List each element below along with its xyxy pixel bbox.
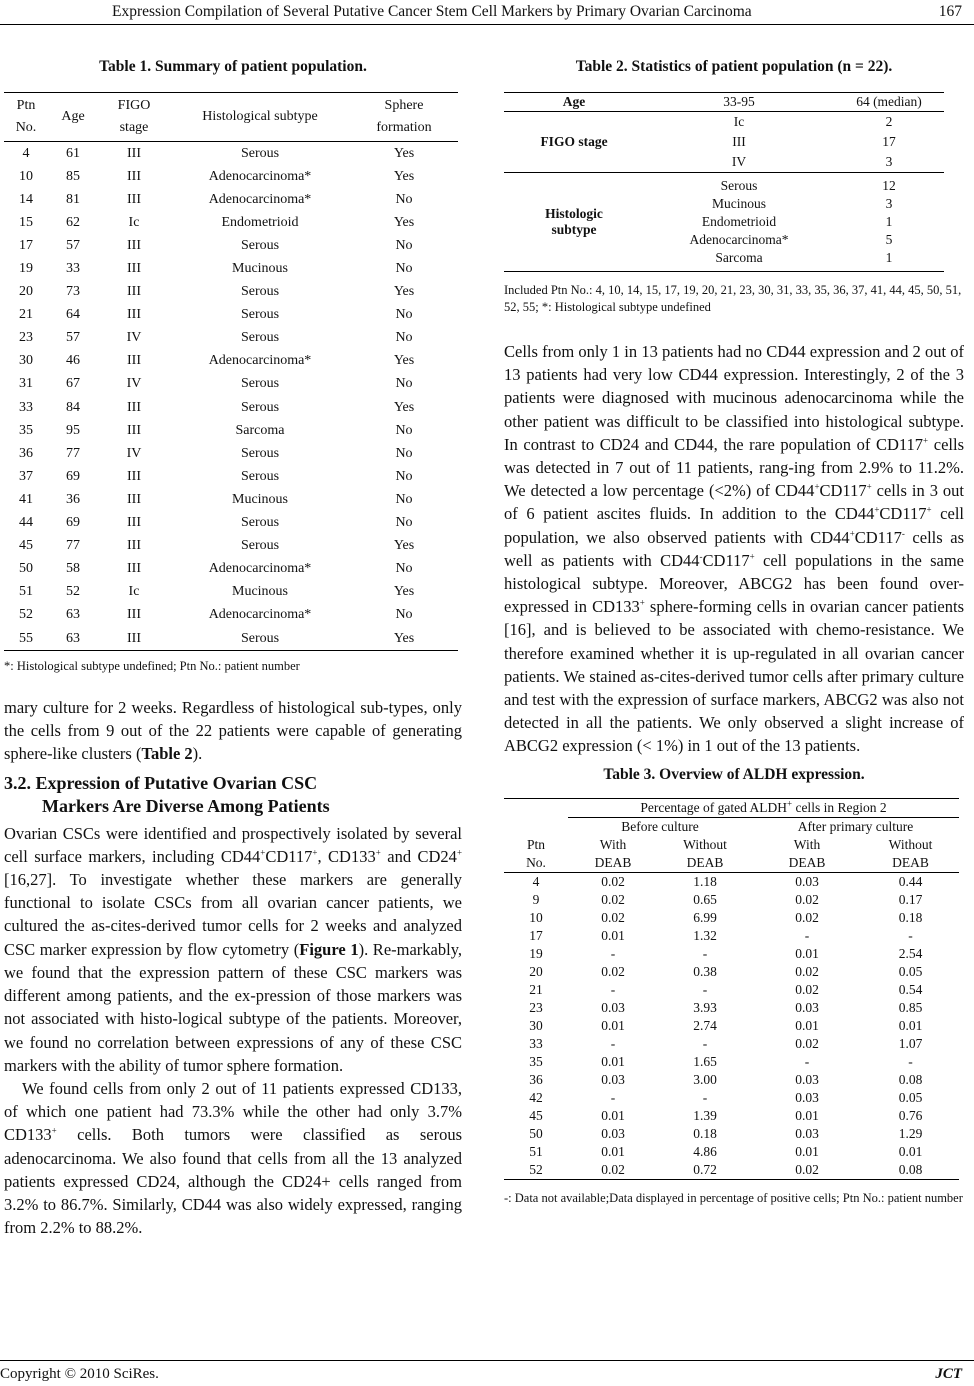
right-body-text bbox=[504, 340, 964, 758]
table1-cell: 67 bbox=[66, 376, 80, 392]
table3-row bbox=[504, 1053, 959, 1071]
table1-cell: Serous bbox=[240, 284, 280, 300]
table3-body bbox=[504, 872, 959, 1179]
table1-cell: 36 bbox=[19, 445, 33, 461]
table1-header-row bbox=[4, 93, 458, 142]
table1-row bbox=[4, 327, 458, 350]
table1-cell: No bbox=[395, 468, 413, 484]
table2-item: Adenocarcinoma* bbox=[689, 232, 789, 247]
table3-cell: 0.18 bbox=[693, 1125, 717, 1141]
table3-cell: 0.03 bbox=[795, 873, 819, 889]
table1-row bbox=[4, 281, 458, 304]
table3-row bbox=[504, 1017, 959, 1035]
table1-cell: 77 bbox=[66, 538, 80, 554]
table2-item: 12 bbox=[882, 178, 896, 193]
table3-cell: 1.07 bbox=[898, 1035, 923, 1051]
table1-cell: Serous bbox=[240, 468, 280, 484]
table1-cell: No bbox=[395, 515, 413, 531]
table3-cell: 30 bbox=[529, 1017, 543, 1033]
table3-cell: 0.01 bbox=[601, 1053, 625, 1069]
table1-cell: III bbox=[98, 627, 170, 651]
table3-cell: 1.18 bbox=[693, 873, 717, 889]
table2-histo-row: Histologic subtype Serous Mucinous Endometrioid Adenocarcinoma* Sarcoma 12 3 1 5 1 bbox=[504, 173, 944, 272]
table3-cell: 0.65 bbox=[693, 891, 717, 907]
table3-row bbox=[504, 1071, 959, 1089]
table3-cell: - bbox=[610, 1089, 616, 1105]
table1-cell: No bbox=[395, 261, 413, 277]
table1-cell: III bbox=[127, 422, 141, 438]
table2-item: III bbox=[732, 134, 746, 149]
table1-cell: Ic bbox=[128, 214, 140, 230]
table1-cell: 62 bbox=[66, 214, 80, 230]
header-rule bbox=[0, 24, 974, 25]
left-paragraph-3: We found cells from only 2 out of 11 patients expressed CD133, of which one patient had 73.3% while the other had only 3.7% CD133+ cells. Both tumors were classified as serous adenocarcinoma. We also found that cells from all the 13 analyzed patients expressed CD24, although the CD24+ cells ranged from 3.2% to 86.7%. Similarly, CD44 was also widely expressed, ranging from 2.2% to 88.2%. bbox=[4, 1078, 462, 1238]
table1-row bbox=[4, 419, 458, 442]
table1-cell: Serous bbox=[240, 445, 280, 461]
table3-cell: 0.03 bbox=[601, 1071, 625, 1087]
table3-cell: 4.86 bbox=[693, 1143, 717, 1159]
table3-cell: 0.17 bbox=[898, 891, 923, 907]
table3-cell: 51 bbox=[529, 1143, 543, 1159]
table3-cell: 0.02 bbox=[601, 873, 625, 889]
figure1-reference: Figure 1 bbox=[299, 939, 359, 959]
table3-row bbox=[504, 999, 959, 1017]
journal-abbrev: JCT bbox=[935, 1366, 962, 1382]
table1-cell: 57 bbox=[66, 237, 80, 253]
table3-cell: 35 bbox=[529, 1053, 543, 1069]
section-heading bbox=[4, 772, 462, 818]
table3-cell: - bbox=[610, 1035, 616, 1051]
table1-row bbox=[4, 604, 458, 627]
table1-cell: Adenocarcinoma* bbox=[208, 191, 312, 207]
table1-cell: Yes bbox=[393, 399, 415, 415]
table2-item: 3 bbox=[885, 196, 893, 211]
running-title: Expression Compilation of Several Putative Cancer Stem Cell Markers by Primary Ovarian Carcinoma bbox=[112, 3, 752, 20]
table1-cell: 50 bbox=[19, 561, 33, 577]
table2-reference: Table 2 bbox=[141, 744, 193, 764]
table1-cell: IV bbox=[126, 376, 142, 392]
table1-cell: No bbox=[395, 191, 413, 207]
table1-header-ptn: Ptn No. bbox=[4, 93, 48, 142]
table1-cell: Serous bbox=[170, 627, 350, 651]
table3-after-header: After primary culture bbox=[797, 818, 914, 834]
table1-cell: Yes bbox=[393, 214, 415, 230]
table1-cell: 84 bbox=[66, 399, 80, 415]
table1-row bbox=[4, 165, 458, 188]
table3-cell: 0.02 bbox=[795, 963, 819, 979]
table3-cell: - bbox=[610, 945, 616, 961]
table1-cell: Sarcoma bbox=[235, 422, 285, 438]
table3-cell: 0.03 bbox=[795, 1071, 819, 1087]
table3-row bbox=[504, 909, 959, 927]
table3-cell: 0.38 bbox=[693, 963, 717, 979]
table1-cell: 51 bbox=[19, 584, 33, 600]
table1-cell: III bbox=[127, 284, 141, 300]
page-footer bbox=[0, 1360, 974, 1384]
table2-age-row: Age 33-95 64 (median) bbox=[504, 93, 944, 112]
table1-cell: III bbox=[127, 237, 141, 253]
table1-cell: III bbox=[127, 561, 141, 577]
page-number: 167 bbox=[938, 3, 962, 20]
table3-cell: 0.44 bbox=[898, 873, 923, 889]
table1-cell: Serous bbox=[240, 237, 280, 253]
table1-cell: 4 bbox=[22, 145, 30, 161]
table3-cell: 0.05 bbox=[898, 963, 923, 979]
table3-cell: 0.08 bbox=[898, 1161, 923, 1177]
table1-cell: 35 bbox=[19, 422, 33, 438]
table1-cell: 69 bbox=[66, 468, 80, 484]
table2 bbox=[504, 92, 944, 272]
table3-cell: - bbox=[702, 1035, 708, 1051]
table1-cell: 44 bbox=[19, 515, 33, 531]
table1-cell: 81 bbox=[66, 191, 80, 207]
table1-cell: 69 bbox=[66, 515, 80, 531]
table1-cell: III bbox=[127, 399, 141, 415]
table1-cell: No bbox=[395, 376, 413, 392]
table2-item: 2 bbox=[885, 114, 893, 129]
table1-row bbox=[4, 142, 458, 166]
table3-cell: 0.03 bbox=[601, 999, 625, 1015]
table1-cell: 45 bbox=[19, 538, 33, 554]
table1-cell: No bbox=[395, 607, 413, 623]
table3-cell: 0.03 bbox=[795, 1125, 819, 1141]
table1-cell: III bbox=[127, 491, 141, 507]
table1-cell: 63 bbox=[48, 627, 98, 651]
table1-cell: 41 bbox=[19, 491, 33, 507]
table3-cell: 0.02 bbox=[601, 909, 625, 925]
table2-item: 3 bbox=[885, 154, 893, 169]
table3-row bbox=[504, 1143, 959, 1161]
table3-cell: 0.01 bbox=[601, 927, 625, 943]
table1-row bbox=[4, 581, 458, 604]
table2-item: 17 bbox=[882, 134, 896, 149]
table2-caption: Table 2. Statistics of patient population (n = 22). bbox=[575, 58, 893, 75]
table1-row bbox=[4, 442, 458, 465]
table3-note: -: Data not available;Data displayed in percentage of positive cells; Ptn No.: patient number bbox=[504, 1190, 963, 1205]
table3-cell: - bbox=[702, 1089, 708, 1105]
table1-cell: Yes bbox=[393, 353, 415, 369]
table1-cell: Yes bbox=[393, 168, 415, 184]
table3-row bbox=[504, 1035, 959, 1053]
table3-cell: 0.05 bbox=[898, 1089, 923, 1105]
table1-row bbox=[4, 373, 458, 396]
table2-item: Sarcoma bbox=[715, 250, 763, 265]
table3-cell: - bbox=[908, 927, 913, 943]
table3-cell: 2.54 bbox=[898, 945, 923, 961]
table1-cell: 17 bbox=[19, 237, 33, 253]
table1-cell: Mucinous bbox=[232, 491, 288, 507]
left-body-text bbox=[4, 696, 462, 1239]
table3-cell: 0.01 bbox=[898, 1143, 923, 1159]
table3-cell: 0.08 bbox=[898, 1071, 923, 1087]
table1-cell: 31 bbox=[19, 376, 33, 392]
table2-item: Mucinous bbox=[712, 196, 766, 211]
table1-cell: Yes bbox=[350, 627, 458, 651]
table2-item: 1 bbox=[885, 214, 893, 229]
table3-cell: 42 bbox=[529, 1089, 543, 1105]
table3-cell: 0.01 bbox=[601, 1107, 625, 1123]
table3-cell: 21 bbox=[529, 981, 543, 997]
table3-cell: 1.29 bbox=[898, 1125, 923, 1141]
table3-cell: 45 bbox=[529, 1107, 543, 1123]
table1-cell: 33 bbox=[66, 261, 80, 277]
table1-cell: Yes bbox=[393, 145, 415, 161]
table3-cell: 0.02 bbox=[795, 981, 819, 997]
section-heading-line2: Markers Are Diverse Among Patients bbox=[42, 795, 330, 816]
left-column bbox=[4, 58, 462, 1239]
table1-row bbox=[4, 535, 458, 558]
table1-cell: 61 bbox=[66, 145, 80, 161]
table3-row bbox=[504, 981, 959, 999]
table3-cell: 0.01 bbox=[795, 1107, 819, 1123]
table3-cell: 4 bbox=[532, 873, 540, 889]
table1-cell: No bbox=[395, 237, 413, 253]
table3-cell: 6.99 bbox=[693, 909, 717, 925]
table3-cell: 0.01 bbox=[601, 1143, 625, 1159]
table1-row bbox=[4, 257, 458, 280]
table3-row bbox=[504, 872, 959, 891]
table3-cell: 0.01 bbox=[795, 1143, 819, 1159]
table3-cell: 1.39 bbox=[693, 1107, 717, 1123]
table1-cell: Serous bbox=[240, 376, 280, 392]
table1-header-age: Age bbox=[48, 93, 98, 142]
table3-cell: 0.85 bbox=[898, 999, 923, 1015]
table3-cell: 0.03 bbox=[795, 999, 819, 1015]
table3-cell: 0.76 bbox=[898, 1107, 923, 1123]
table3-row bbox=[504, 1125, 959, 1143]
table3-cell: 0.02 bbox=[795, 1161, 819, 1177]
table1-row bbox=[4, 558, 458, 581]
table3-cell: 0.02 bbox=[795, 891, 819, 907]
table1-cell: Serous bbox=[240, 515, 280, 531]
table3-cell: 9 bbox=[532, 891, 540, 907]
table1-body bbox=[4, 142, 458, 651]
table1-cell: 64 bbox=[66, 307, 80, 323]
table1-cell: 19 bbox=[19, 261, 33, 277]
table1-cell: IV bbox=[126, 330, 142, 346]
table3-cell: 52 bbox=[529, 1161, 543, 1177]
table1-cell: 10 bbox=[19, 168, 33, 184]
table3-row bbox=[504, 945, 959, 963]
table3-cell: 0.54 bbox=[898, 981, 923, 997]
table2-item: 1 bbox=[885, 250, 893, 265]
table1-row bbox=[4, 488, 458, 511]
table1-cell: III bbox=[127, 468, 141, 484]
table1-row bbox=[4, 234, 458, 257]
table1-note: *: Histological subtype undefined; Ptn No.: patient number bbox=[4, 659, 300, 674]
table1-cell: III bbox=[127, 307, 141, 323]
table1-cell: Adenocarcinoma* bbox=[208, 607, 312, 623]
table3-row bbox=[504, 963, 959, 981]
table3-cell: 17 bbox=[529, 927, 543, 943]
section-heading-line1: 3.2. Expression of Putative Ovarian CSC bbox=[4, 772, 318, 793]
table3-cell: 1.32 bbox=[693, 927, 717, 943]
table3-cell: 1.65 bbox=[693, 1053, 717, 1069]
table2-figo-row: FIGO stage Ic III IV 2 17 3 bbox=[504, 112, 944, 173]
table3-cell: 0.03 bbox=[795, 1089, 819, 1105]
table3-cell: - bbox=[702, 981, 708, 997]
table3-cell: - bbox=[804, 927, 810, 943]
table1-cell: 57 bbox=[66, 330, 80, 346]
table3-caption: Table 3. Overview of ALDH expression. bbox=[603, 765, 865, 783]
table1-row bbox=[4, 465, 458, 488]
table3-cell: 3.93 bbox=[693, 999, 717, 1015]
table1-row bbox=[4, 627, 458, 651]
table3-before-header: Before culture bbox=[621, 818, 699, 834]
table1-cell: 33 bbox=[19, 399, 33, 415]
table3-row bbox=[504, 927, 959, 945]
footer-rule bbox=[0, 1360, 974, 1361]
table1-cell: 36 bbox=[66, 491, 80, 507]
table1-cell: III bbox=[127, 515, 141, 531]
table2-item: Serous bbox=[720, 178, 758, 193]
table3-cell: 36 bbox=[529, 1071, 543, 1087]
table1-cell: 37 bbox=[19, 468, 33, 484]
table3-cell: 0.01 bbox=[795, 1017, 819, 1033]
table1-cell: 21 bbox=[19, 307, 33, 323]
table3-cell: 0.18 bbox=[898, 909, 923, 925]
table3-cell: 0.03 bbox=[601, 1125, 625, 1141]
table1-cell: 23 bbox=[19, 330, 33, 346]
table3-cell: 19 bbox=[529, 945, 543, 961]
table1-cell: III bbox=[127, 353, 141, 369]
table2-item: Endometrioid bbox=[701, 214, 777, 229]
table3: Percentage of gated ALDH+ cells in Region 2 Before culture After primary culture Ptn With Without With Without No. DEAB DEAB DEAB DEAB 4 0.02 1.18 0.03 0.44 9 0.02 0.65 0.02 0.17 10 0.02 6.99 0.02 0.18 17 0.01 1.32 - - 19 - - 0.01 2.54 20 0.02 0.38 0.02 0.05 21 - - 0.02 0.54 23 0.03 3.93 0.03 0.85 30 0.01 2.74 0.01 0.01 33 - - 0.02 1.07 35 0.01 1.65 - - 36 0.03 3.00 0.03 0.08 42 - - 0.03 0.05 45 0.01 1.39 0.01 0.76 50 0.03 0.18 0.03 1.29 51 0.01 4.86 0.01 0.01 52 0.02 0.72 0.02 0.08 bbox=[504, 798, 959, 1180]
table1-cell: 85 bbox=[66, 168, 80, 184]
table2-item: 5 bbox=[885, 232, 893, 247]
left-paragraph-2: Ovarian CSCs were identified and prospectively isolated by several cell surface markers, including CD44+CD117+, CD133+ and CD24+ [16,27]. To investigate whether these markers are generally functional to isolate CSCs from all ovarian cancer patients, we cultured the as-cites-derived tumor cells for 2 weeks and analyzed CSC marker expression by flow cytometry (Figure 1). Re-markably, we found that the expression pattern of these CSC markers was different among patients, and the ex-pression of those markers was not associated with histo-logical subtype of the patients. Moreover, we found no correlation between expressions of any of these CSC markers with the ability of tumor sphere formation. bbox=[4, 823, 463, 1075]
table1-cell: III bbox=[127, 168, 141, 184]
table1-cell: III bbox=[127, 191, 141, 207]
table1-cell: 15 bbox=[19, 214, 33, 230]
table1-cell: III bbox=[127, 261, 141, 277]
table1-cell: III bbox=[127, 538, 141, 554]
table1-cell: 52 bbox=[66, 584, 80, 600]
table1-cell: Adenocarcinoma* bbox=[208, 561, 312, 577]
table3-cell: 0.02 bbox=[795, 1035, 819, 1051]
right-paragraph-1: Cells from only 1 in 13 patients had no CD44 expression and 2 out of 13 patients had very low CD44 expression. Interestingly, 2 of the 3 patients were diagnosed with mucinous adenocarcinoma while the other patient was difficult to be classified into histological subtype. In contrast to CD24 and CD44, the rare population of CD117+ cells was detected in 7 out of 11 patients, rang-ing from 2.9% to 11.2%. We detected a low percentage (<2%) of CD44+CD117+ cells in 3 out of 6 patient ascites fluids. In addition to the CD44+CD117+ cell population, we also observed patients with CD44+CD117- cells as well as patients with CD44-CD117+ cell populations in the same histological subtype. Moreover, ABCG2 has been found over-expressed in CD133+ sphere-forming cells in ovarian cancer patients [16], and is believed to be associated with chemo-resistance. We therefore examined whether it is up-regulated in all ovarian cancer patients. We stained as-cites-derived tumor cells after primary culture and test with the expression of surface markers, ABCG2 was also not detected in all the patients. We only observed a slight increase of ABCG2 expression (< 1%) in 1 out of the 13 patients. bbox=[504, 342, 965, 756]
table1-cell: Ic bbox=[128, 584, 140, 600]
table3-row bbox=[504, 891, 959, 909]
table1-cell: No bbox=[395, 561, 413, 577]
table1-cell: Adenocarcinoma* bbox=[208, 353, 312, 369]
table1-cell: 30 bbox=[19, 353, 33, 369]
table3-cell: - bbox=[804, 1053, 810, 1069]
table1-cell: 46 bbox=[66, 353, 80, 369]
table2-note: Included Ptn No.: 4, 10, 14, 15, 17, 19, 20, 21, 23, 30, 31, 33, 35, 36, 37, 41, 44, 45, 50, 51, 52, 55; *: Histological subtype undefined bbox=[504, 283, 962, 314]
table1-cell: No bbox=[395, 445, 413, 461]
table3-row bbox=[504, 1161, 959, 1180]
table3-cell: 0.02 bbox=[795, 909, 819, 925]
table1-cell: Serous bbox=[240, 330, 280, 346]
table1-cell: 14 bbox=[19, 191, 33, 207]
table3-cell: - bbox=[908, 1053, 913, 1069]
copyright: Copyright © 2010 SciRes. bbox=[0, 1366, 159, 1382]
table1-cell: No bbox=[395, 422, 413, 438]
table1-cell: No bbox=[395, 491, 413, 507]
table3-cell: 0.01 bbox=[795, 945, 819, 961]
table3-cell: 0.01 bbox=[898, 1017, 923, 1033]
table3-cell: 0.02 bbox=[601, 1161, 625, 1177]
table1-cell: Adenocarcinoma* bbox=[208, 168, 312, 184]
table3-row bbox=[504, 1089, 959, 1107]
table1-cell: Yes bbox=[393, 584, 415, 600]
table1-cell: III bbox=[127, 607, 141, 623]
table3-span-header: Percentage of gated ALDH+ cells in Region 2 bbox=[568, 798, 959, 817]
table1-cell: 73 bbox=[66, 284, 80, 300]
table3-cell: 0.72 bbox=[693, 1161, 717, 1177]
table3-cell: 3.00 bbox=[693, 1071, 717, 1087]
right-column bbox=[504, 58, 964, 1207]
running-header bbox=[0, 0, 974, 30]
table1-row bbox=[4, 350, 458, 373]
table1-cell: IV bbox=[126, 445, 142, 461]
table3-cell: 2.74 bbox=[693, 1017, 717, 1033]
table1-cell: Serous bbox=[240, 399, 280, 415]
table1-cell: Endometrioid bbox=[221, 214, 299, 230]
left-paragraph-1: mary culture for 2 weeks. Regardless of histological sub-types, only the cells from 9 out of the 22 patients were capable of generating sphere-like clusters (Table 2). bbox=[4, 698, 462, 764]
table3-cell: - bbox=[702, 945, 708, 961]
table1 bbox=[4, 92, 458, 651]
table1-row bbox=[4, 188, 458, 211]
table1-cell: 58 bbox=[66, 561, 80, 577]
table3-row bbox=[504, 1107, 959, 1125]
table1-cell: 77 bbox=[66, 445, 80, 461]
table3-cell: 20 bbox=[529, 963, 543, 979]
table2-item: IV bbox=[731, 154, 747, 169]
table1-caption: Table 1. Summary of patient population. bbox=[99, 58, 367, 75]
table1-cell: No bbox=[395, 307, 413, 323]
table1-cell: 20 bbox=[19, 284, 33, 300]
table1-cell: 55 bbox=[4, 627, 48, 651]
table3-cell: 0.01 bbox=[601, 1017, 625, 1033]
table1-header-histo: Histological subtype bbox=[170, 93, 350, 142]
table1-cell: Mucinous bbox=[232, 584, 288, 600]
table1-cell: III bbox=[127, 145, 141, 161]
table3-cell: 10 bbox=[529, 909, 543, 925]
table1-cell: 95 bbox=[66, 422, 80, 438]
table1-cell: Yes bbox=[393, 284, 415, 300]
table1-cell: No bbox=[395, 330, 413, 346]
table3-cell: 33 bbox=[529, 1035, 543, 1051]
table3-cell: - bbox=[610, 981, 616, 997]
table1-row bbox=[4, 304, 458, 327]
table1-cell: Yes bbox=[393, 538, 415, 554]
table1-header-sphere: Sphere formation bbox=[350, 93, 458, 142]
table3-cell: 23 bbox=[529, 999, 543, 1015]
table1-cell: Serous bbox=[240, 307, 280, 323]
table3-cell: 0.02 bbox=[601, 891, 625, 907]
table1-header-figo: FIGO stage bbox=[98, 93, 170, 142]
table1-cell: Serous bbox=[240, 145, 280, 161]
table3-cell: 50 bbox=[529, 1125, 543, 1141]
table1-row bbox=[4, 396, 458, 419]
table1-row bbox=[4, 211, 458, 234]
table1-cell: Serous bbox=[240, 538, 280, 554]
table1-cell: 52 bbox=[19, 607, 33, 623]
table1-cell: Mucinous bbox=[232, 261, 288, 277]
table3-cell: 0.02 bbox=[601, 963, 625, 979]
table2-item: Ic bbox=[733, 114, 745, 129]
table1-row bbox=[4, 512, 458, 535]
table1-cell: 63 bbox=[66, 607, 80, 623]
